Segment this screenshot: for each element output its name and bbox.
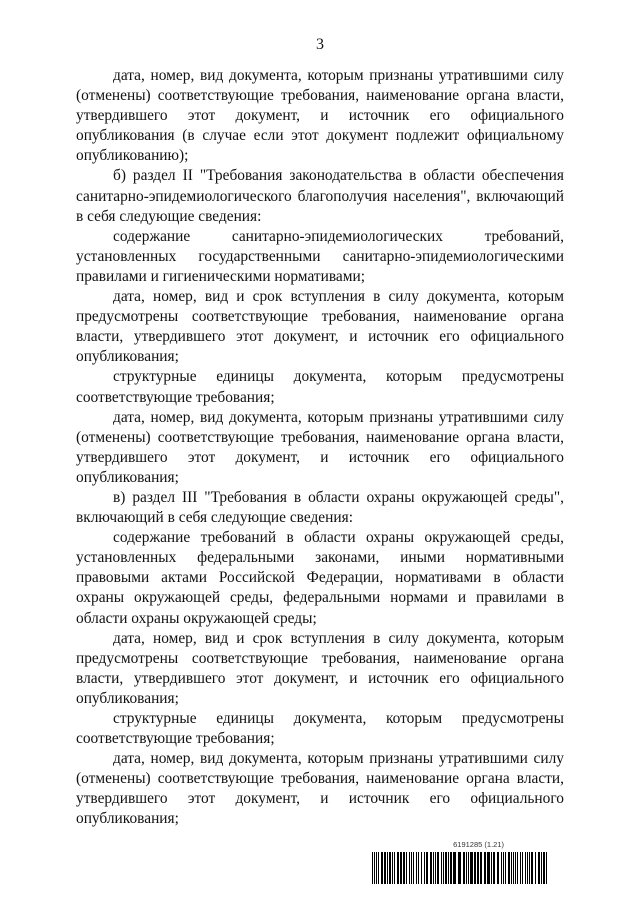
barcode-bar — [468, 852, 469, 884]
barcode-bar — [397, 852, 399, 884]
document-code: 6191285 (1.21) — [453, 840, 504, 849]
barcode-bar — [409, 852, 410, 884]
barcode-bar — [389, 852, 391, 884]
barcode-bar — [484, 852, 486, 884]
barcode-bar — [437, 852, 439, 884]
barcode-bar — [435, 852, 436, 884]
paragraph: содержание требований в области охраны окружающей среды, установленных федеральными законами, иными нормативными правовыми актами Российской Федерации, нормативами в области охраны окружающей среды, федеральными нормами и правилами в области охраны окружающей среды; — [76, 529, 564, 627]
barcode-bar — [493, 852, 495, 884]
barcode-bar — [491, 852, 492, 884]
barcode-bar — [520, 852, 521, 884]
barcode-bar — [394, 852, 395, 884]
barcode-bar — [474, 852, 476, 884]
barcode-bar — [463, 852, 465, 884]
paragraph: дата, номер, вид и срок вступления в силу документа, которым предусмотрены соответствующие требования, наименование органа власти, утвердившего этот документ, и источник его официального опубликования; — [76, 629, 564, 707]
barcode-bar — [384, 852, 386, 884]
barcode-bar — [515, 852, 516, 884]
barcode-bar — [480, 852, 482, 884]
barcode-bar — [522, 852, 523, 884]
paragraph: дата, номер, вид документа, которым признаны утратившими силу (отменены) соответствующие требования, наименование органа власти, утвердившего этот документ, и источник его официального опубликования; — [76, 408, 564, 486]
paragraph: содержание санитарно-эпидемиологических требований, установленных государственными санитарно-эпидемиологическими правилами и гигиеническими нормативами; — [76, 227, 564, 285]
document-body — [76, 66, 564, 830]
barcode-bar — [411, 852, 412, 884]
barcode-bar — [381, 852, 383, 884]
barcode-bar — [453, 852, 456, 884]
paragraph: б) раздел II "Требования законодательства в области обеспечения санитарно-эпидемиологического благополучия населения", включающий в себя следующие сведения: — [76, 167, 564, 225]
paragraph: дата, номер, вид и срок вступления в силу документа, которым предусмотрены соответствующие требования, наименование органа власти, утвердившего этот документ, и источник его официального опубликования; — [76, 288, 564, 366]
barcode-bar — [497, 852, 499, 884]
barcode-bar — [426, 852, 428, 884]
barcode-bar — [418, 852, 419, 884]
barcode-bar — [487, 852, 490, 884]
barcode-bar — [529, 852, 530, 884]
paragraph: дата, номер, вид документа, которым признаны утратившими силу (отменены) соответствующие требования, наименование органа власти, утвердившего этот документ, и источник его официального опубликования (в случае если этот документ подлежит официальному опубликованию); — [76, 67, 564, 165]
paragraph: структурные единицы документа, которым предусмотрены соответствующие требования; — [76, 368, 564, 406]
barcode-bar — [403, 852, 405, 884]
barcode-bar — [503, 852, 504, 884]
barcode-bar — [441, 852, 442, 884]
barcode-bar — [546, 852, 547, 884]
barcode-bar — [421, 852, 422, 884]
barcode-bar — [443, 852, 444, 884]
barcode-bar — [416, 852, 417, 884]
barcode-bar — [445, 852, 447, 884]
paragraph: в) раздел III "Требования в области охраны окружающей среды", включающий в себя следующие сведения: — [76, 488, 564, 527]
barcode-bar — [430, 852, 432, 884]
barcode-bar — [470, 852, 473, 884]
barcode-bar — [448, 852, 449, 884]
barcode-bar — [513, 852, 514, 884]
barcode-bar — [505, 852, 506, 884]
barcode-graphic — [372, 852, 550, 884]
barcode-bar — [372, 852, 373, 884]
barcode-bar — [387, 852, 388, 884]
barcode-bar — [477, 852, 479, 884]
barcode-bar — [406, 852, 407, 884]
barcode-bar — [466, 852, 467, 884]
barcode-bar — [424, 852, 425, 884]
paragraph: структурные единицы документа, которым предусмотрены соответствующие требования; — [76, 710, 564, 748]
barcode-bar — [535, 852, 536, 884]
barcode-bar — [538, 852, 540, 884]
page-number: 3 — [316, 36, 324, 53]
barcode-bar — [511, 852, 512, 884]
barcode-bar — [374, 852, 375, 884]
barcode-bar — [433, 852, 434, 884]
barcode-bar — [501, 852, 502, 884]
barcode-bar — [525, 852, 526, 884]
barcode-bar — [392, 852, 393, 884]
barcode-bar — [458, 852, 461, 884]
barcode-bar — [541, 852, 542, 884]
barcode-bar — [450, 852, 452, 884]
barcode-bar — [531, 852, 533, 884]
barcode-bar — [517, 852, 518, 884]
barcode-bar — [508, 852, 510, 884]
barcode — [372, 852, 550, 884]
barcode-bar — [543, 852, 545, 884]
barcode-bar — [413, 852, 414, 884]
barcode-bar — [400, 852, 402, 884]
paragraph: дата, номер, вид документа, которым признаны утратившими силу (отменены) соответствующие требования, наименование органа власти, утвердившего этот документ, и источник его официального опубликования; — [76, 750, 564, 828]
barcode-bar — [378, 852, 379, 884]
barcode-bar — [376, 852, 377, 884]
barcode-bar — [527, 852, 528, 884]
